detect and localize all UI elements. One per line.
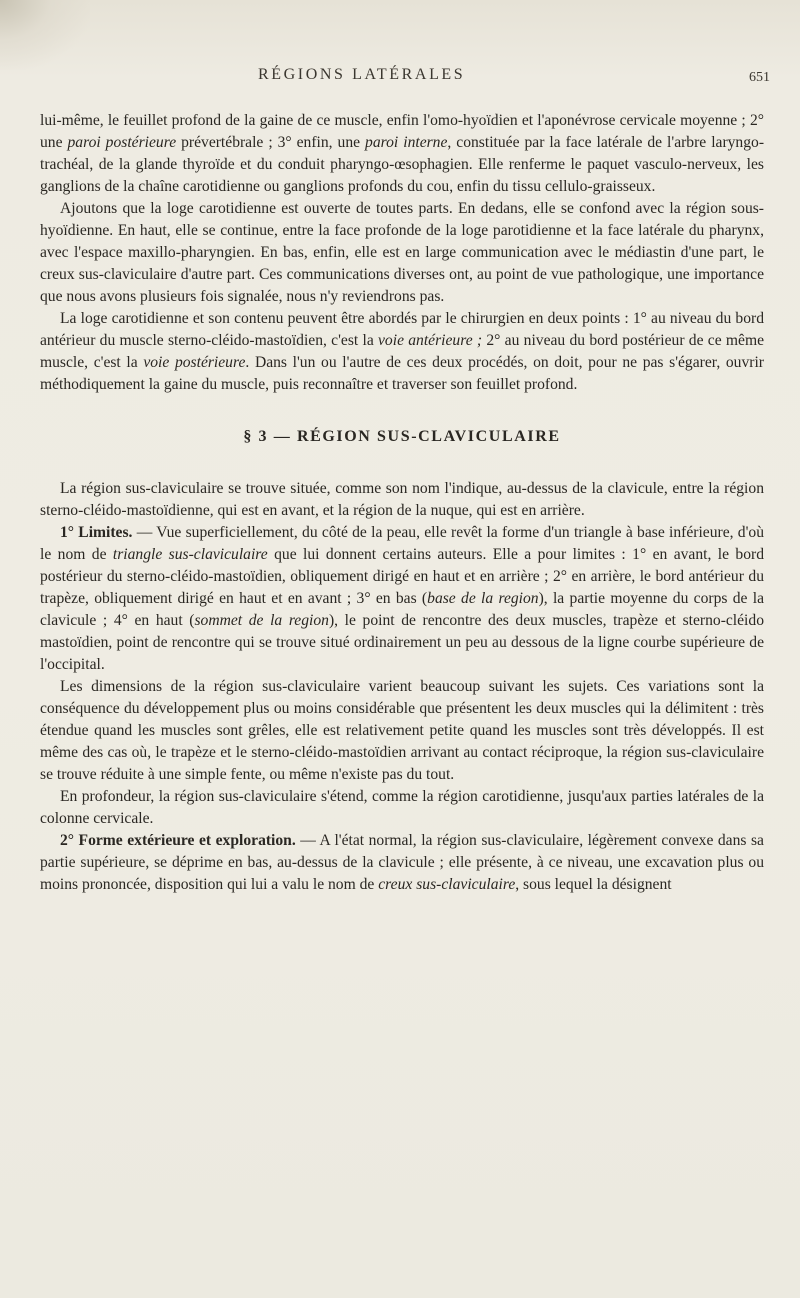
page-body [40, 110, 764, 896]
paragraph-loge-communications: Ajoutons que la loge carotidienne est ouverte de toutes parts. En dedans, elle se confond avec la région sous-hyoïdienne. En haut, elle se continue, entre la face profonde de la loge parotidienne et la face latérale du pharynx, avec l'espace maxillo-pharyngien. En bas, enfin, elle est en large communication avec le médiastin d'une part, le creux sus-claviculaire d'autre part. Ces communications diverses ont, au point de vue pathologique, une importance que nous avons plusieurs fois signalée, nous n'y reviendrons pas. [40, 200, 764, 305]
italic-term: sommet de la region [194, 612, 329, 629]
italic-term: paroi interne [365, 134, 448, 151]
text-run: que lui donnent certains auteurs. Elle a pour limites : 1° en avant, le bord postérieur du sterno-cléido-mastoïdien, obliquement dirigé en haut et en arrière ; 2° en arrière, le bord antérieur du trapèze, obliquement dirigé en haut et en avant ; 3° en bas ( [40, 546, 765, 607]
text-run: lui-même, le feuillet profond de la gaine de ce muscle, enfin l'omo-hyoïdien et l'aponévrose cervicale moyenne ; 2° une [40, 112, 764, 151]
paragraph-region-intro: La région sus-claviculaire se trouve située, comme son nom l'indique, au-dessus de la clavicule, entre la région sterno-cléido-mastoïdienne, qui est en avant, et la région de la nuque, qui est en arrière. [40, 480, 764, 519]
text-run: . Dans l'un ou l'autre de ces deux procédés, on doit, pour ne pas s'égarer, ouvrir méthodiquement la gaine du muscle, puis reconnaître et traverser son feuillet profond. [40, 354, 764, 393]
paragraph-forme-exterieure [40, 830, 764, 896]
paragraph-limites [40, 522, 764, 676]
text-run: ), la partie moyenne du corps de la clavicule ; 4° en haut ( [40, 590, 764, 629]
italic-term: voie antérieure ; [378, 332, 483, 349]
page-corner-shadow [0, 0, 90, 70]
italic-term: creux sus-claviculaire [378, 876, 516, 893]
paragraph-depth: En profondeur, la région sus-claviculaire s'étend, comme la région carotidienne, jusqu'aux parties latérales de la colonne cervicale. [40, 788, 764, 827]
text-run: prévertébrale ; 3° enfin, une [176, 134, 366, 151]
text-run: , constituée par la face latérale de l'arbre laryngo-trachéal, de la glande thyroïde et du conduit pharyngo-œsophagien. Elle renferme le paquet vasculo-nerveux, les ganglions de la chaîne carotidienne ou ganglions profonds du cou, enfin du tissu cellulo-graisseux. [40, 134, 765, 195]
subsection-label: 2° Forme extérieure et exploration. [60, 832, 296, 849]
text-run: La loge carotidienne et son contenu peuvent être abordés par le chirurgien en deux points : 1° au niveau du bord antérieur du muscle sterno-cléido-mastoïdien, c'est la [40, 310, 764, 349]
text-run: , sous lequel la désignent [515, 876, 672, 893]
italic-term: base de la region [427, 590, 539, 607]
paragraph-surgical-approach [40, 308, 764, 396]
italic-term: triangle sus-claviculaire [112, 546, 268, 563]
text-run: ), le point de rencontre des deux muscles, trapèze et sterno-cléido mastoïdien, point de rencontre qui se trouve situé ordinairement un peu au dessous de la ligne courbe supérieure de l'occipital. [40, 612, 764, 673]
text-run: — A l'état normal, la région sus-claviculaire, légèrement convexe dans sa partie supérieure, se déprime en bas, au-dessus de la clavicule ; elle présente, à ce niveau, une excavation plus ou moins prononcée, disposition qui lui a valu le nom de [40, 832, 764, 893]
section-heading: § 3 — RÉGION SUS-CLAVICULAIRE [243, 428, 561, 445]
paragraph-loge-walls [40, 110, 764, 198]
italic-term: paroi postérieure [67, 134, 177, 151]
text-run: — Vue superficiellement, du côté de la peau, elle revêt la forme d'un triangle à base inférieure, d'où le nom de [40, 524, 764, 563]
running-head: RÉGIONS LATÉRALES [258, 66, 466, 83]
paragraph-dimensions: Les dimensions de la région sus-claviculaire varient beaucoup suivant les sujets. Ces variations sont la conséquence du développement plus ou moins considérable que présentent les deux muscles qui la délimitent : très étendue quand les muscles sont grêles, elle est relativement petite quand les muscles sont très développés. Il est même des cas où, le trapèze et le sterno-cléido-mastoïdien arrivant au contact réciproque, la région sus-claviculaire se trouve réduite à une simple fente, ou même n'existe pas du tout. [40, 678, 764, 783]
subsection-label: 1° Limites. [60, 524, 133, 541]
italic-term: voie postérieure [143, 354, 246, 371]
page-number: 651 [749, 70, 770, 85]
text-run: 2° au niveau du bord postérieur de ce même muscle, c'est la [40, 332, 765, 371]
